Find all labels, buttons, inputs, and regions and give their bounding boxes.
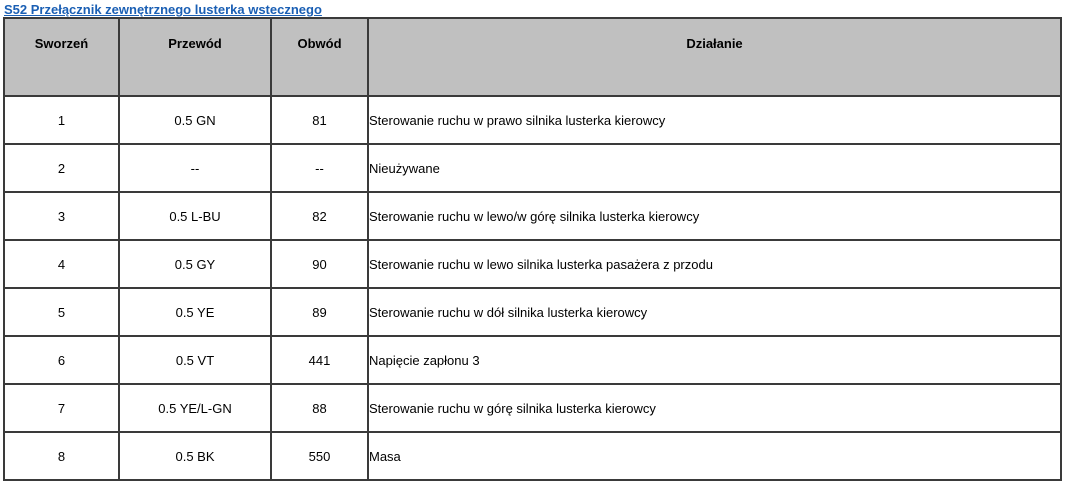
- cell-pin: 5: [4, 288, 119, 336]
- table-row: [4, 384, 1061, 432]
- table-row: [4, 192, 1061, 240]
- cell-function: Sterowanie ruchu w lewo silnika lusterka pasażera z przodu: [368, 240, 1061, 288]
- cell-pin: 3: [4, 192, 119, 240]
- cell-wire: 0.5 YE: [119, 288, 271, 336]
- cell-function: Sterowanie ruchu w górę silnika lusterka kierowcy: [368, 384, 1061, 432]
- cell-pin: 1: [4, 96, 119, 144]
- table-row: [4, 432, 1061, 480]
- cell-wire: 0.5 GN: [119, 96, 271, 144]
- cell-wire: 0.5 VT: [119, 336, 271, 384]
- page-title-link[interactable]: S52 Przełącznik zewnętrznego lusterka wstecznego: [4, 2, 322, 17]
- cell-wire: 0.5 L-BU: [119, 192, 271, 240]
- connector-pinout-table: [3, 17, 1062, 481]
- cell-function: Sterowanie ruchu w prawo silnika lusterka kierowcy: [368, 96, 1061, 144]
- cell-pin: 7: [4, 384, 119, 432]
- cell-circuit: 81: [271, 96, 368, 144]
- cell-circuit: 89: [271, 288, 368, 336]
- header-function: Działanie: [368, 18, 1061, 96]
- table-row: [4, 288, 1061, 336]
- cell-circuit: 82: [271, 192, 368, 240]
- cell-wire: 0.5 YE/L-GN: [119, 384, 271, 432]
- table-header: [4, 18, 1061, 96]
- header-wire: Przewód: [119, 18, 271, 96]
- cell-function: Masa: [368, 432, 1061, 480]
- cell-circuit: 441: [271, 336, 368, 384]
- header-pin: Sworzeń: [4, 18, 119, 96]
- cell-circuit: --: [271, 144, 368, 192]
- cell-wire: 0.5 GY: [119, 240, 271, 288]
- cell-function: Sterowanie ruchu w lewo/w górę silnika lusterka kierowcy: [368, 192, 1061, 240]
- cell-pin: 8: [4, 432, 119, 480]
- cell-wire: --: [119, 144, 271, 192]
- cell-circuit: 550: [271, 432, 368, 480]
- cell-circuit: 90: [271, 240, 368, 288]
- header-row: [4, 18, 1061, 96]
- cell-function: Nieużywane: [368, 144, 1061, 192]
- header-circuit: Obwód: [271, 18, 368, 96]
- table-row: [4, 144, 1061, 192]
- table-row: [4, 96, 1061, 144]
- cell-pin: 6: [4, 336, 119, 384]
- table-row: [4, 336, 1061, 384]
- cell-wire: 0.5 BK: [119, 432, 271, 480]
- table-row: [4, 240, 1061, 288]
- cell-function: Napięcie zapłonu 3: [368, 336, 1061, 384]
- table-body: [4, 96, 1061, 480]
- cell-function: Sterowanie ruchu w dół silnika lusterka kierowcy: [368, 288, 1061, 336]
- cell-pin: 2: [4, 144, 119, 192]
- cell-pin: 4: [4, 240, 119, 288]
- cell-circuit: 88: [271, 384, 368, 432]
